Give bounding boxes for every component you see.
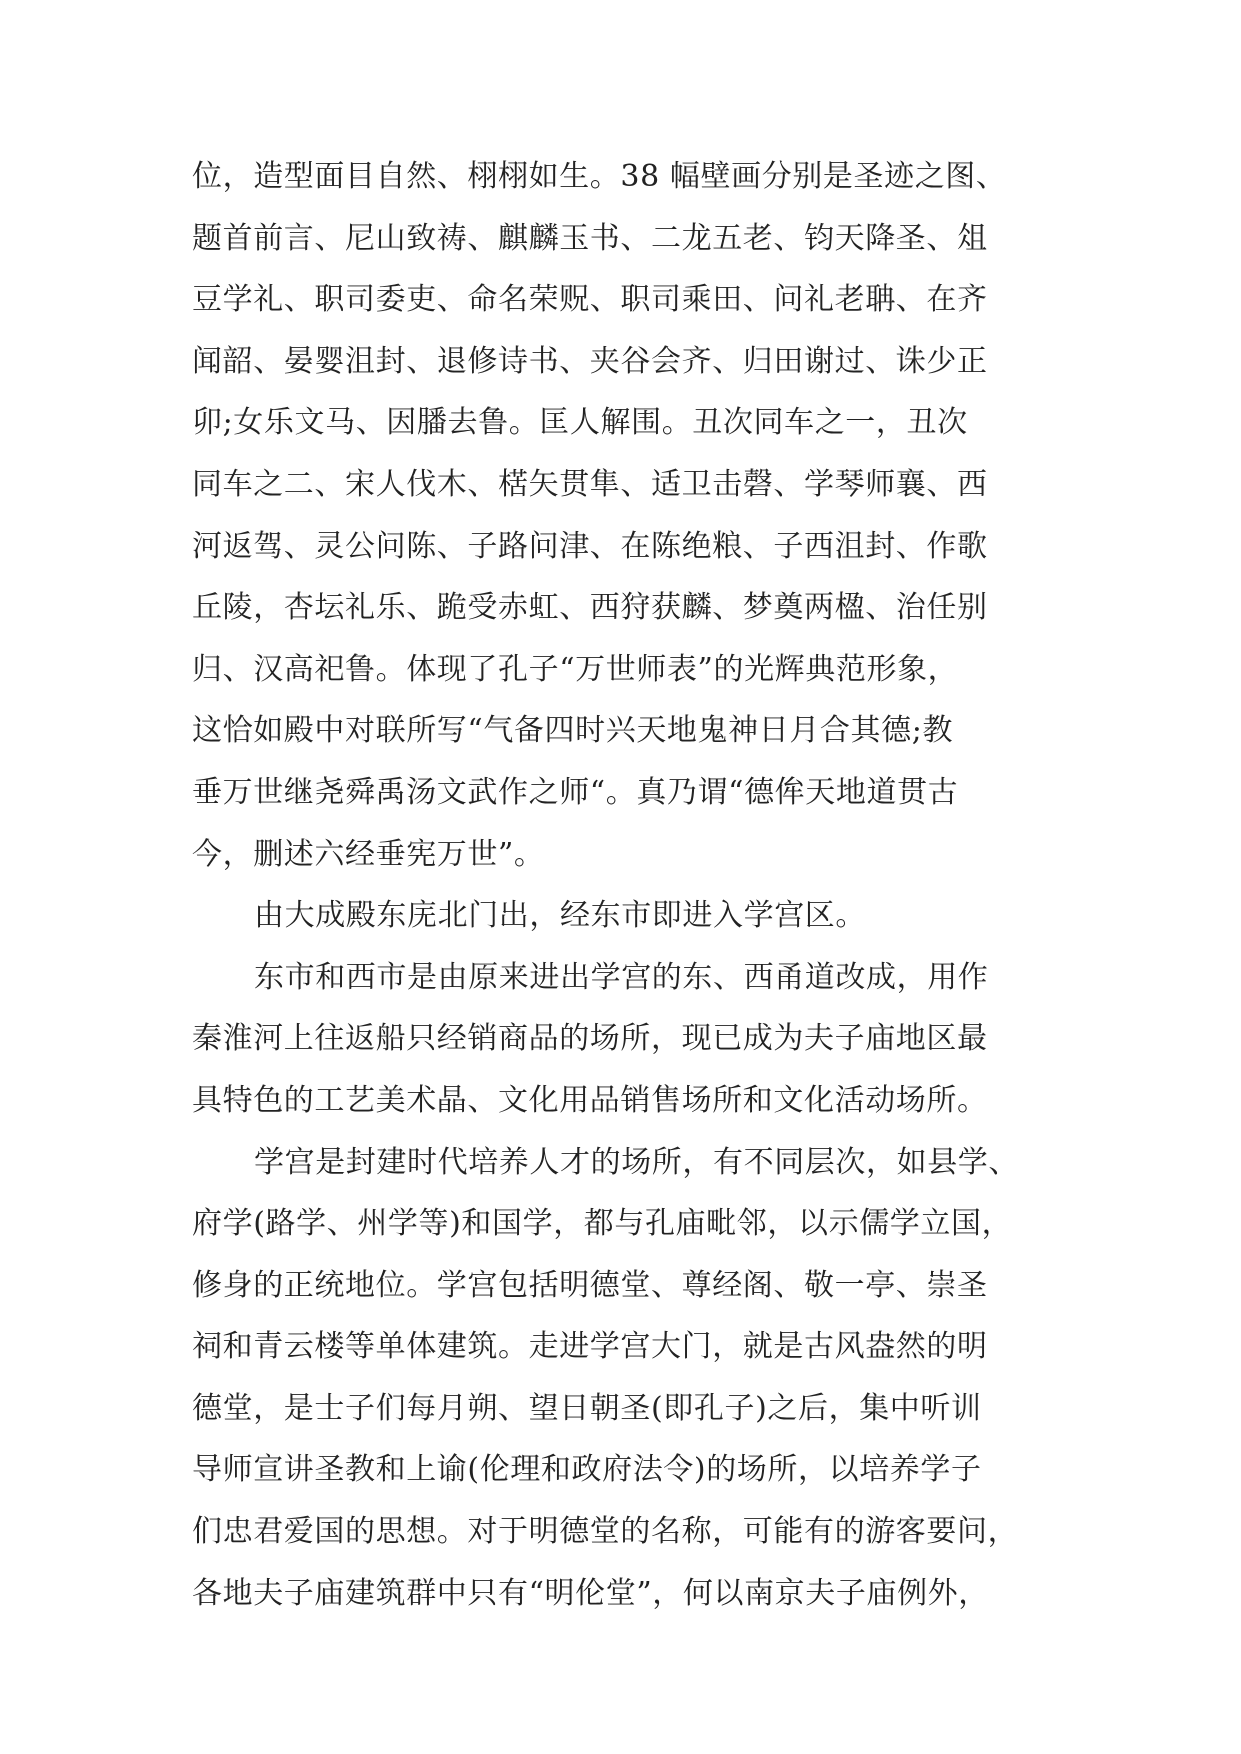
text-line: 闻韶、晏婴沮封、退修诗书、夹谷会齐、归田谢过、诛少正 [192,343,988,379]
text-line: 今，删述六经垂宪万世”。 [192,836,545,872]
text-line: 导师宣讲圣教和上谕(伦理和政府法令)的场所，以培养学子 [192,1452,982,1488]
text-line: 丘陵，杏坛礼乐、跪受赤虹、西狩获麟、梦奠两楹、治任别 [192,590,988,626]
text-line: 豆学礼、职司委吏、命名荣贶、职司乘田、问礼老聃、在齐 [192,282,988,318]
text-line: 德堂，是士子们每月朔、望日朝圣(即孔子)之后，集中听训 [192,1390,982,1426]
text-line: 东市和西市是由原来进出学宫的东、西甬道改成，用作 [254,959,989,995]
body-text [192,146,1072,1624]
paragraph-2 [192,885,1072,947]
text-line: 们忠君爱国的思想。对于明德堂的名称，可能有的游客要问， [192,1514,1019,1550]
text-line: 同车之二、宋人伐木、楛矢贯隼、适卫击磬、学琴师襄、西 [192,466,988,502]
text-line: 题首前言、尼山致祷、麒麟玉书、二龙五老、钧天降圣、俎 [192,220,988,256]
text-line: 学宫是封建时代培养人才的场所，有不同层次，如县学、 [254,1144,1019,1180]
text-line: 府学(路学、州学等)和国学，都与孔庙毗邻，以示儒学立国， [192,1206,1013,1242]
text-line: 归、汉高祀鲁。体现了孔子“万世师表”的光辉典范形象， [192,651,959,687]
text-line: 河返驾、灵公问陈、子路问津、在陈绝粮、子西沮封、作歌 [192,528,988,564]
text-line: 修身的正统地位。学宫包括明德堂、尊经阁、敬一亭、崇圣 [192,1267,988,1303]
text-line: 位，造型面目自然、栩栩如生。38 幅壁画分别是圣迹之图、 [192,159,1007,194]
text-line: 具特色的工艺美术晶、文化用品销售场所和文化活动场所。 [192,1082,988,1118]
text-line: 各地夫子庙建筑群中只有“明伦堂”，何以南京夫子庙例外， [192,1575,989,1611]
text-line: 由大成殿东庑北门出，经东市即进入学宫区。 [254,898,866,934]
text-line: 秦淮河上往返船只经销商品的场所，现已成为夫子庙地区最 [192,1021,988,1057]
paragraph-1 [192,146,1072,885]
text-line: 卯;女乐文马、因膰去鲁。匡人解围。丑次同车之一，丑次 [192,405,968,441]
paragraph-3 [192,947,1072,1132]
text-line: 垂万世继尧舜禹汤文武作之师“。真乃谓“德侔天地道贯古 [192,774,959,810]
text-line: 祠和青云楼等单体建筑。走进学宫大门，就是古风盎然的明 [192,1329,988,1365]
text-line: 这恰如殿中对联所写“气备四时兴天地鬼神日月合其德;教 [192,713,954,749]
paragraph-4 [192,1132,1072,1625]
